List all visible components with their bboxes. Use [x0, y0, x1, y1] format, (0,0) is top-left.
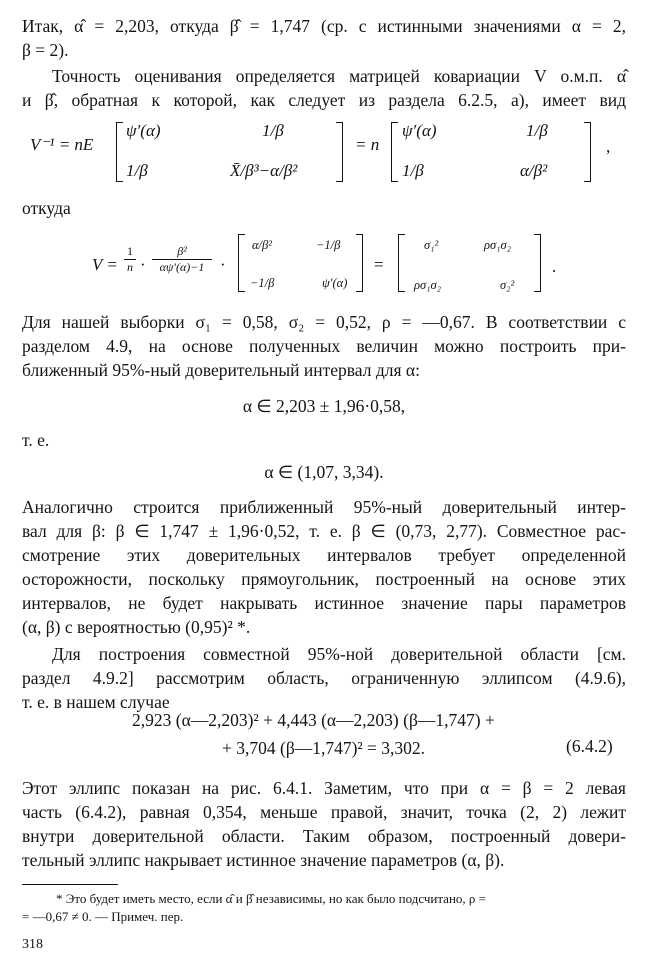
frac-num: 1 [127, 244, 133, 258]
matrix-cell: −1/β [250, 276, 275, 290]
text-line: т. е. в нашем случае [22, 692, 170, 712]
fraction [152, 244, 212, 275]
text-line: Для построения совместной 95%-ной доверительной области [см. [52, 644, 626, 664]
text-line: Этот эллипс показан на рис. 6.4.1. Заметим, что при α = β = 2 левая [22, 778, 626, 798]
frac-den: αψ′(α)−1 [152, 259, 212, 275]
text-line: часть (6.4.2), равная 0,354, меньше правой, значит, точка (2, 2) лежит [22, 802, 626, 822]
matrix-cell: 1/β [126, 161, 148, 180]
text-line: вал для β: β ∈ 1,747 ± 1,96·0,52, т. е. β ∈ (0,73, 2,77). Совместное рас- [22, 521, 626, 541]
text-line: осторожности, поскольку прямоугольник, построенный на основе этих [22, 569, 626, 589]
bracket-right [356, 234, 363, 292]
matrix-cell: X̄/β³−α/β² [230, 161, 298, 180]
text-line: Точность оценивания определяется матрицей ковариации V о.м.п. α̂ [52, 66, 626, 86]
text-word: откуда [22, 198, 71, 218]
matrix-cell: ρσ₁σ₂ [414, 278, 442, 292]
eq-symbol: = [374, 255, 384, 274]
eq-dot: · [220, 255, 226, 274]
formula-line: α ∈ 2,203 ± 1,96·0,58, [242, 396, 406, 416]
text-line: раздел 4.9.2] рассмотрим область, ограниченную эллипсом (4.9.6), [22, 668, 626, 688]
eq-punct: . [552, 257, 557, 276]
text-line: Для нашей выборки σ₁ = 0,58, σ₂ = 0,52, ρ = —0,67. В соответствии с [22, 312, 626, 332]
text-line: разделом 4.9, на основе полученных величин можно построить при- [22, 336, 626, 356]
text-line: интервалов, не будет накрывать истинное значение пары параметров [22, 593, 626, 613]
formula-line: + 3,704 (β—1,747)² = 3,302. [222, 738, 426, 758]
eq-lhs: V⁻¹ = nE [30, 135, 94, 154]
text-line: смотрение этих доверительных интервалов требует определенной [22, 545, 626, 565]
matrix-cell: ψ′(α) [402, 121, 437, 140]
text-line: и β̂, обратная к которой, как следует из раздела 6.2.5, а), имеет вид [22, 90, 626, 110]
matrix-cell: σ₁² [424, 238, 439, 252]
matrix-cell: ρσ₁σ₂ [484, 238, 512, 252]
bracket-left [238, 234, 245, 292]
matrix-cell: α/β² [520, 161, 548, 180]
page-number: 318 [22, 937, 43, 952]
matrix-cell: σ₂² [500, 278, 515, 292]
matrix-cell: ψ′(α) [126, 121, 161, 140]
footnote-line: * Это будет иметь место, если α̂ и β̂ независимы, но как было подсчитано, ρ = [56, 891, 486, 906]
bracket-right [336, 122, 343, 182]
equation-number: (6.4.2) [566, 736, 613, 756]
bracket-left [116, 122, 123, 182]
text-line: Итак, α̂ = 2,203, откуда β̂ = 1,747 (ср. с истинными значениями α = 2, [22, 16, 626, 36]
bracket-right [584, 122, 591, 182]
footnote-rule [22, 884, 118, 885]
frac-num: β² [177, 244, 187, 258]
text-line: Аналогично строится приближенный 95%-ный доверительный интер- [22, 497, 626, 517]
bracket-left [398, 234, 405, 292]
fraction [124, 244, 136, 275]
text-line: β = 2). [22, 40, 69, 60]
frac-den: n [124, 259, 136, 275]
matrix-cell: 1/β [526, 121, 548, 140]
formula-line: α ∈ (1,07, 3,34). [264, 462, 384, 482]
eq-symbol: = n [355, 135, 380, 154]
text-line: (α, β) с вероятностью (0,95)² *. [22, 617, 251, 637]
text-line: тельный эллипс накрывает истинное значение параметров (α, β). [22, 850, 505, 870]
formula-line: 2,923 (α—2,203)² + 4,443 (α—2,203) (β—1,747) + [132, 710, 495, 730]
bracket-left [391, 122, 398, 182]
text-line: ближенный 95%-ный доверительный интервал для α: [22, 360, 420, 380]
eq-dot: · [140, 255, 146, 274]
bracket-right [534, 234, 541, 292]
footnote-line: = —0,67 ≠ 0. — Примеч. пер. [22, 909, 184, 924]
matrix-cell: ψ′(α) [322, 276, 348, 290]
matrix-cell: −1/β [316, 238, 341, 252]
eq-lhs: V = [92, 255, 118, 274]
matrix-cell: 1/β [402, 161, 424, 180]
text-line: внутри доверительной области. Таким образом, построенный довери- [22, 826, 626, 846]
matrix-cell: 1/β [262, 121, 284, 140]
text-word: т. е. [22, 430, 50, 450]
eq-punct: , [606, 137, 611, 156]
matrix-cell: α/β² [252, 238, 273, 252]
